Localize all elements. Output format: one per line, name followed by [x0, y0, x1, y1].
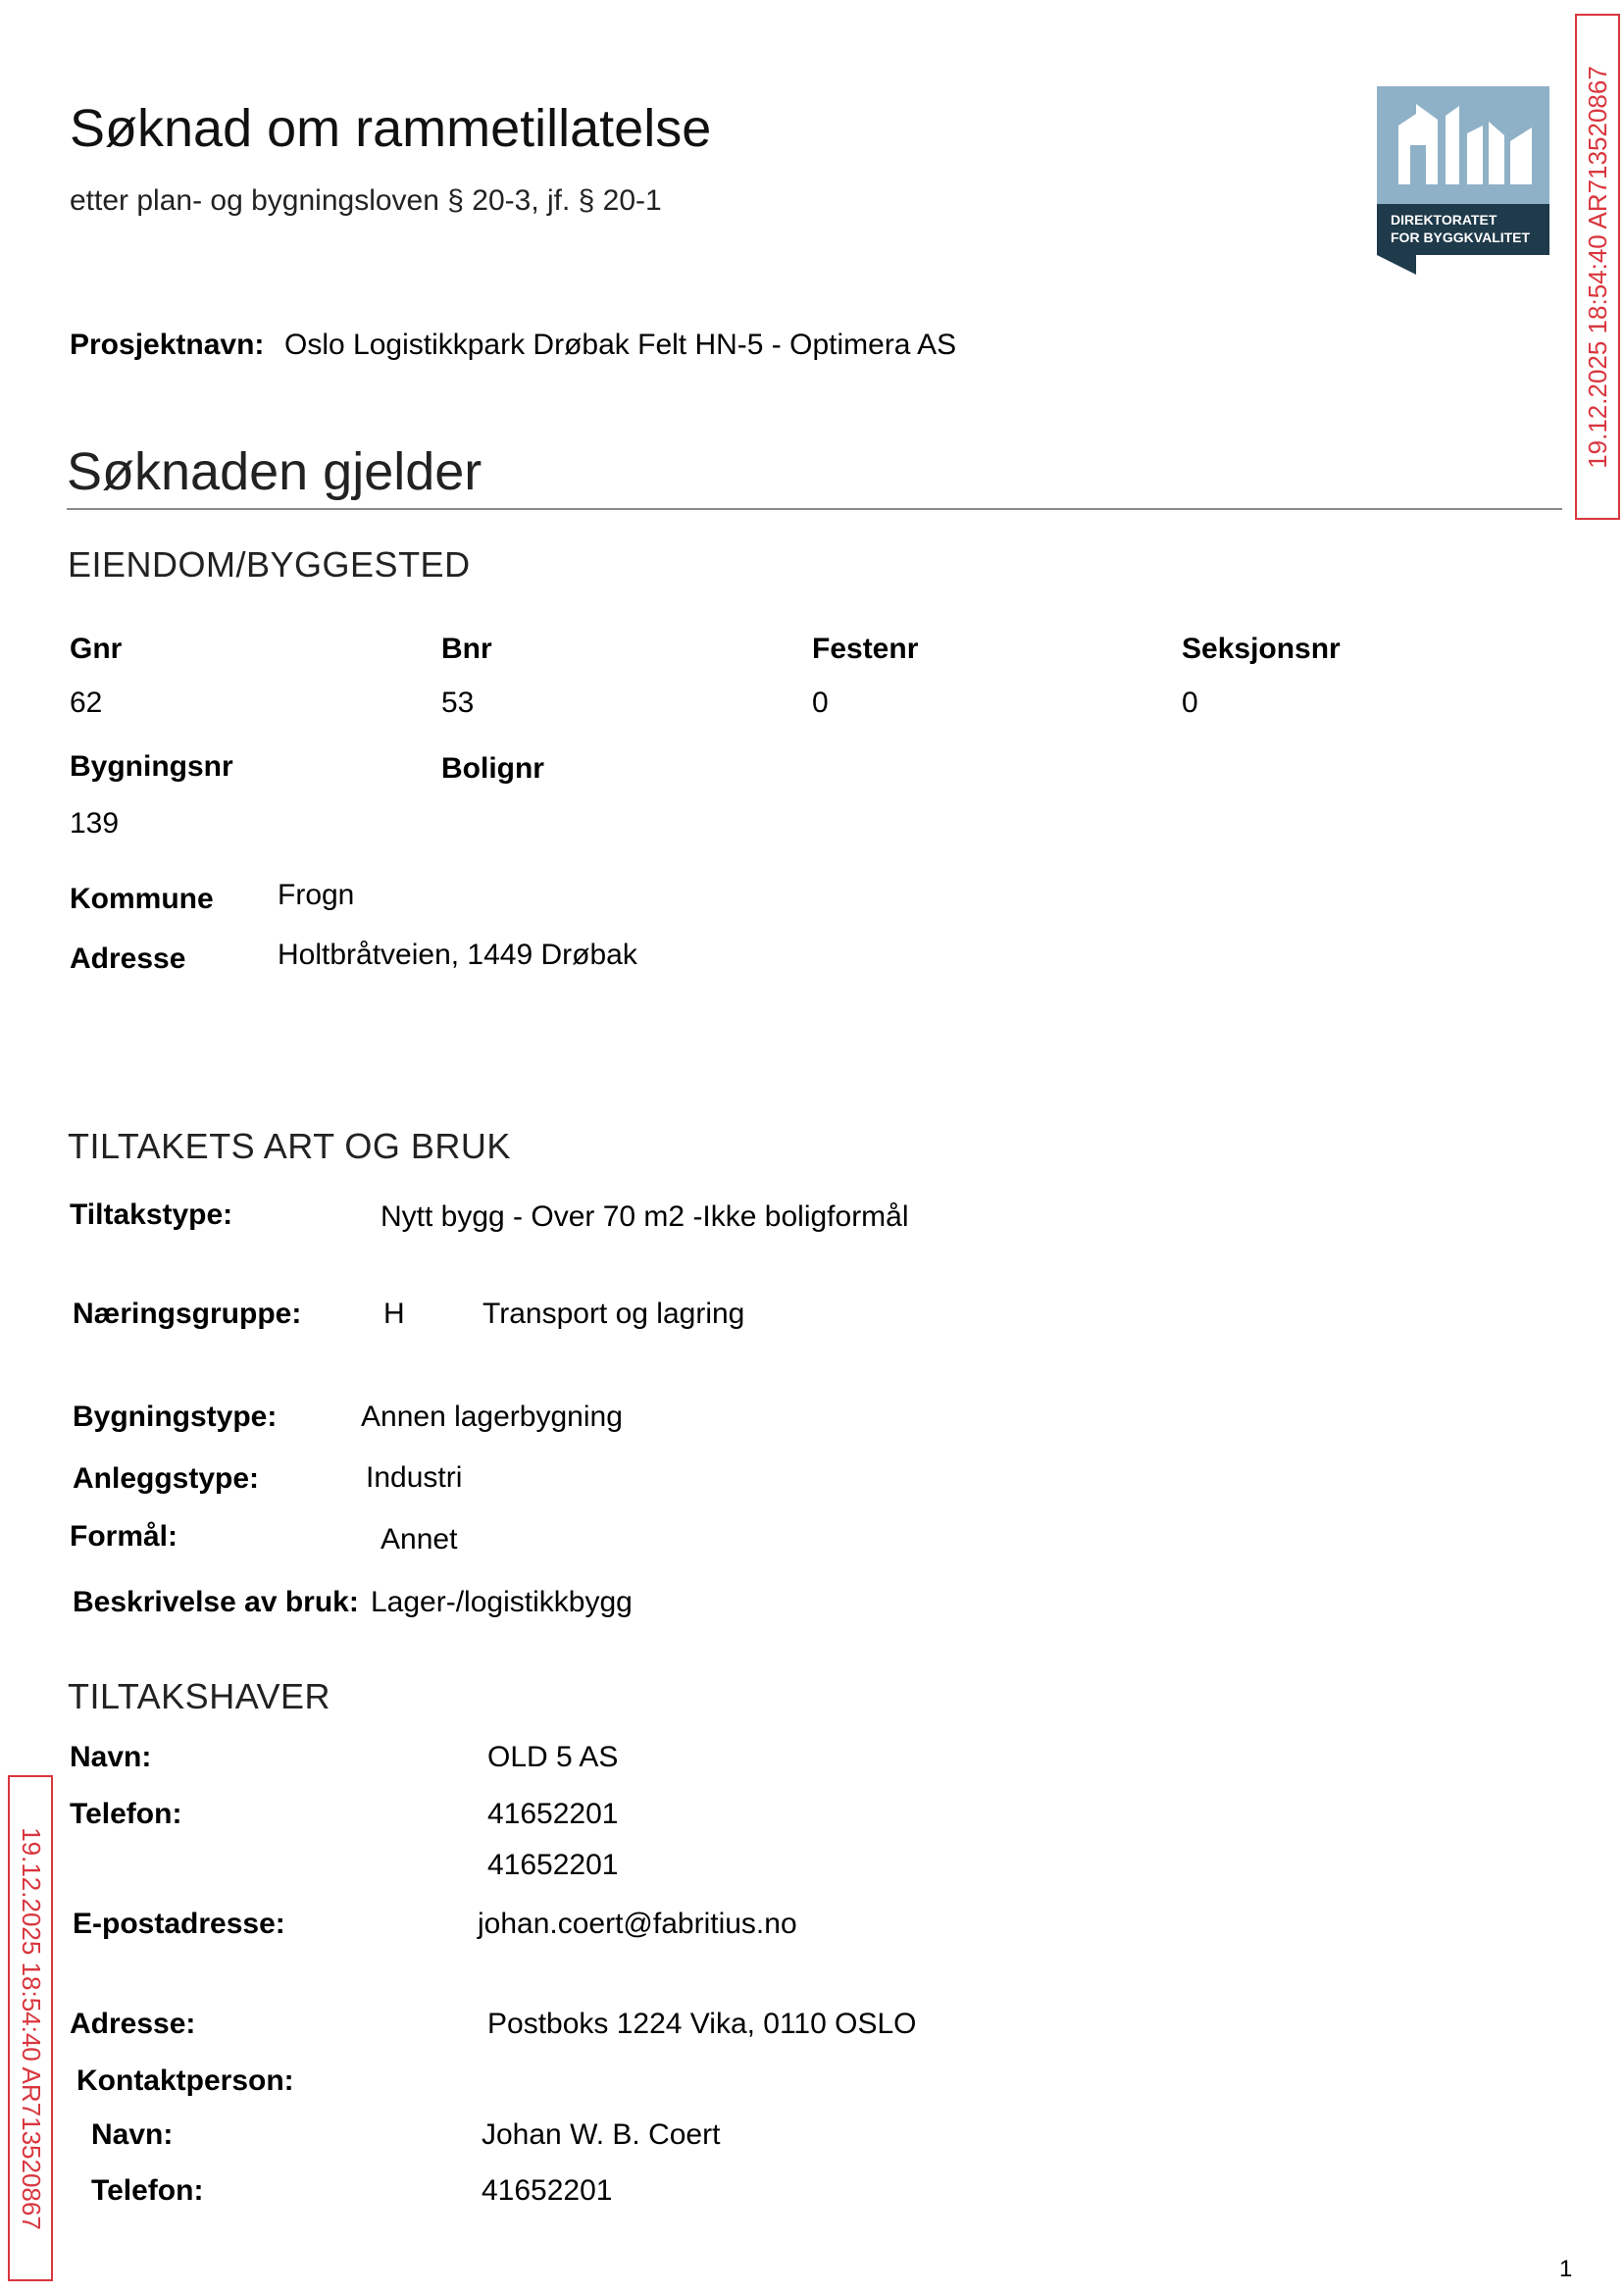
kontakt-telefon-value: 41652201 [482, 2174, 613, 2207]
timestamp-stamp-bottom [8, 1775, 53, 2281]
naeringsgruppe-label: Næringsgruppe: [73, 1298, 302, 1330]
bnr-label: Bnr [441, 633, 492, 665]
bygningsnr-value: 139 [70, 807, 120, 840]
page-number: 1 [1559, 2256, 1573, 2282]
bnr-value: 53 [441, 687, 475, 719]
section-divider [67, 508, 1562, 510]
bolignr-label: Bolignr [441, 752, 544, 785]
document-title: Søknad om rammetillatelse [70, 99, 712, 158]
gnr-value: 62 [70, 687, 103, 719]
project-label: Prosjektnavn: [70, 329, 265, 361]
logo-text-line2: FOR BYGGKVALITET [1391, 229, 1531, 245]
kontakt-navn-value: Johan W. B. Coert [482, 2118, 721, 2151]
adresse-value: Holtbråtveien, 1449 Drøbak [278, 939, 637, 971]
telefon-value-2: 41652201 [487, 1849, 619, 1881]
stamp-text: 19.12.2025 18:54:40 AR713520867 [16, 1826, 46, 2230]
naeringsgruppe-code: H [383, 1298, 405, 1330]
navn-label: Navn: [70, 1741, 152, 1773]
tiltakshaver-heading: TILTAKSHAVER [68, 1676, 331, 1716]
beskrivelse-value: Lager-/logistikkbygg [371, 1586, 633, 1618]
formal-value: Annet [381, 1523, 458, 1555]
kommune-label: Kommune [70, 883, 214, 915]
adresse-value-tiltakshaver: Postboks 1224 Vika, 0110 OSLO [487, 2008, 917, 2040]
telefon-value-1: 41652201 [487, 1798, 619, 1830]
naeringsgruppe-value: Transport og lagring [482, 1298, 745, 1330]
logo-text-line1: DIREKTORATET [1391, 212, 1497, 228]
kontaktperson-label: Kontaktperson: [76, 2065, 294, 2097]
kommune-value: Frogn [278, 879, 355, 911]
kontakt-navn-label: Navn: [91, 2118, 174, 2151]
document-subtitle: etter plan- og bygningsloven § 20-3, jf. § 20-1 [70, 184, 662, 217]
seksjonsnr-label: Seksjonsnr [1182, 633, 1341, 665]
formal-label: Formål: [70, 1520, 178, 1553]
festenr-label: Festenr [812, 633, 919, 665]
festenr-value: 0 [812, 687, 829, 719]
adresse-label: Adresse [70, 943, 186, 975]
section-heading: Søknaden gjelder [67, 442, 482, 501]
tiltakstype-value: Nytt bygg - Over 70 m2 -Ikke boligformål [381, 1200, 909, 1233]
bygningsnr-label: Bygningsnr [70, 750, 233, 783]
tiltak-heading: TILTAKETS ART OG BRUK [68, 1126, 511, 1166]
kontakt-telefon-label: Telefon: [91, 2174, 204, 2207]
tiltakstype-label: Tiltakstype: [70, 1198, 233, 1231]
stamp-text: 19.12.2025 18:54:40 AR713520867 [1582, 65, 1612, 469]
bygningstype-label: Bygningstype: [73, 1401, 278, 1433]
adresse-label-tiltakshaver: Adresse: [70, 2008, 196, 2040]
telefon-label: Telefon: [70, 1798, 182, 1830]
seksjonsnr-value: 0 [1182, 687, 1198, 719]
anleggstype-label: Anleggstype: [73, 1462, 260, 1495]
eiendom-heading: EIENDOM/BYGGESTED [68, 544, 471, 585]
gnr-label: Gnr [70, 633, 123, 665]
anleggstype-value: Industri [366, 1461, 463, 1494]
beskrivelse-label: Beskrivelse av bruk: [73, 1586, 359, 1618]
epost-value: johan.coert@fabritius.no [478, 1908, 797, 1940]
timestamp-stamp-top [1575, 14, 1620, 520]
navn-value: OLD 5 AS [487, 1741, 619, 1773]
epost-label: E-postadresse: [73, 1908, 285, 1940]
dibk-logo-icon [1377, 86, 1549, 275]
project-value: Oslo Logistikkpark Drøbak Felt HN-5 - Optimera AS [284, 329, 957, 361]
bygningstype-value: Annen lagerbygning [361, 1401, 623, 1433]
